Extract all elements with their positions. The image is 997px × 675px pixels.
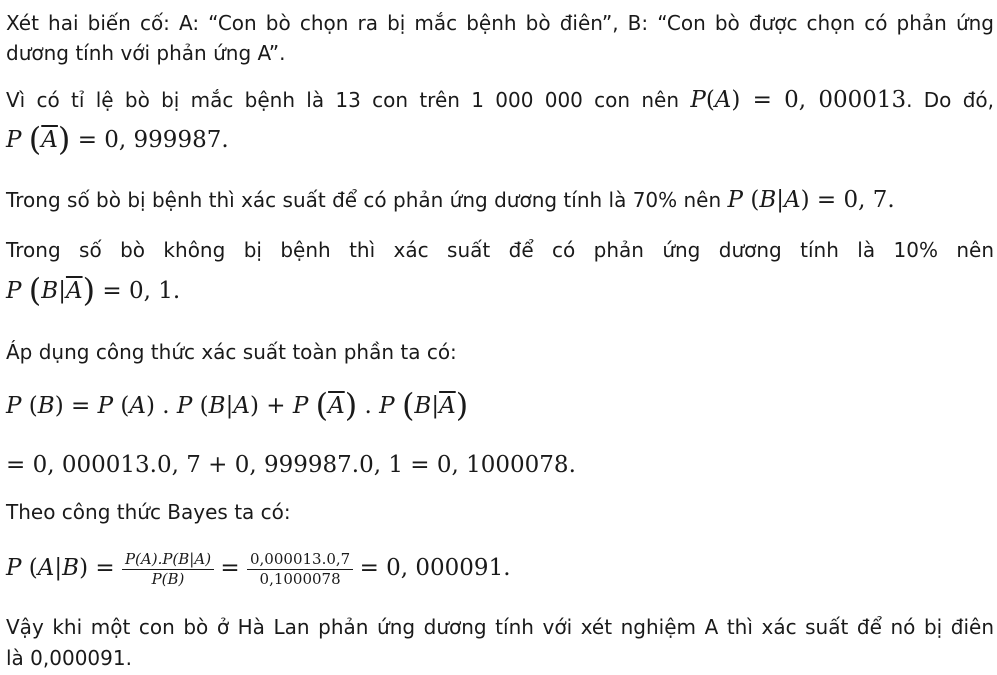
bayes-result: = 0, 000091.: [359, 555, 511, 581]
bayes-fraction-numeric: $\frac{0,000013.0,7}{0,1000078}$: [247, 551, 353, 588]
bayes-formula: P (A|B) = $\frac{P(A).P(B|A)}{P(B)}$ = $\frac{0,000013.0,7}{0,1000078}$ = 0, 000091.: [6, 550, 511, 588]
sensitivity-formula: P (B|A) = 0, 7.: [727, 187, 895, 213]
prior-formula: P(A) = 0, 000013: [690, 87, 907, 113]
sensitivity-text: Trong số bò bị bệnh thì xác suất để có phản ứng dương tính là 70% nên: [6, 188, 722, 212]
total-probability-result: = 0, 000013.0, 7 + 0, 999987.0, 1 = 0, 1000078.: [6, 452, 576, 478]
false-positive-line-1: Trong số bò không bị bệnh thì xác suất để có phản ứng dương tính là 10% nên: [6, 238, 994, 262]
prior-probability-line: [6, 85, 994, 115]
sensitivity-line: [6, 185, 994, 215]
bayes-intro: Theo công thức Bayes ta có:: [6, 500, 291, 524]
prior-text-end: . Do đó,: [906, 88, 995, 112]
false-positive-line-2: [6, 271, 994, 309]
events-definition-line-1: Xét hai biến cố: A: “Con bò chọn ra bị mắc bệnh bò điên”, B: “Con bò được chọn có phản ứng: [6, 11, 994, 35]
false-positive-formula: P $(B|\overline{A}) = 0$, 1.: [6, 271, 181, 309]
prior-text: Vì có tỉ lệ bò bị mắc bệnh là 13 con trên 1 000 000 con nên: [6, 88, 680, 112]
total-probability-intro: Áp dụng công thức xác suất toàn phần ta có:: [6, 340, 457, 364]
complement-formula: P $(\overline{A}) = 0$, 999987.: [6, 120, 229, 158]
events-definition-line-2: dương tính với phản ứng A”.: [6, 41, 286, 65]
complement-probability-line: [6, 120, 994, 158]
conclusion-line-1: Vậy khi một con bò ở Hà Lan phản ứng dương tính với xét nghiệm A thì xác suất để nó bị điên: [6, 615, 994, 639]
conclusion-line-2: là 0,000091.: [6, 646, 132, 670]
bayes-fraction-symbolic: $\frac{P(A).P(B|A)}{P(B)}$: [122, 551, 214, 588]
total-probability-formula: P (B) = P (A) . P (B|A) + P $(\overline{A})$ . P $(B|\overline{A})$: [6, 386, 469, 424]
